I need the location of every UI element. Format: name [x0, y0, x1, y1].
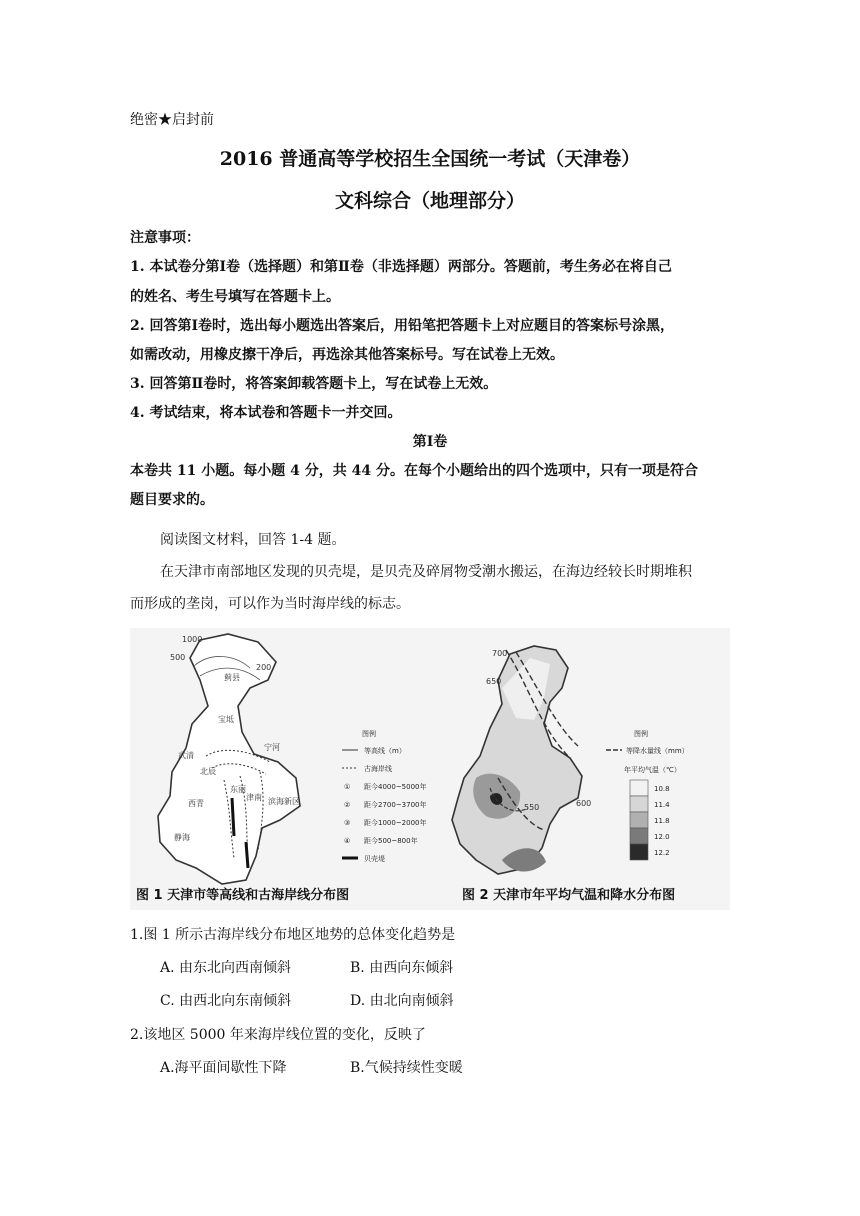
fig1-legend-title: 图例	[362, 730, 376, 738]
fig1-legend-mark-1: ①	[344, 783, 351, 791]
question-2-stem: 2.该地区 5000 年来海岸线位置的变化，反映了	[130, 1027, 426, 1043]
question-2-option-b[interactable]: B.气候持续性变暖	[350, 1060, 463, 1076]
question-2-option-a[interactable]: A.海平面间歇性下降	[160, 1060, 287, 1076]
fig1-legend-age-2: 距今2700~3700年	[364, 801, 427, 809]
place-baodi: 宝坻	[218, 715, 234, 724]
place-binhai: 滨海新区	[268, 797, 300, 806]
reading-paragraph-a: 在天津市南部地区发现的贝壳堤，是贝壳及碎屑物受潮水搬运，在海边经较长时期堆积	[160, 564, 692, 580]
place-jinghai: 静海	[174, 833, 190, 842]
question-1-stem: 1.图 1 所示古海岸线分布地区地势的总体变化趋势是	[130, 927, 456, 943]
contour-label-1000: 1000	[182, 635, 203, 644]
fig2-legend-isohyet: 等降水量线（mm）	[626, 747, 689, 755]
temp-legend-swatch	[630, 812, 648, 828]
section-title: 第Ⅰ卷	[412, 434, 448, 450]
fig1-legend-contour: 等高线（m）	[364, 747, 406, 755]
place-jinnan: 津南	[246, 793, 262, 802]
isohyet-600: 600	[576, 799, 592, 808]
fig2-legend-title: 图例	[634, 730, 648, 738]
temp-legend-label: 11.8	[654, 817, 670, 825]
temp-legend-label: 11.4	[654, 801, 670, 809]
temp-legend-label: 12.0	[654, 833, 670, 841]
temp-legend-swatch	[630, 828, 648, 844]
notice-item-2b: 如需改动，用橡皮擦干净后，再选涂其他答案标号。写在试卷上无效。	[130, 347, 564, 363]
figure-maps	[130, 628, 730, 910]
notice-item-1b: 的姓名、考生号填写在答题卡上。	[130, 289, 340, 305]
place-xiqing: 西青	[188, 799, 204, 808]
fig1-legend-age-4: 距今500~800年	[364, 837, 418, 845]
fig1-legend-mark-3: ③	[344, 819, 351, 827]
question-1-option-d[interactable]: D. 由北向南倾斜	[350, 993, 454, 1009]
figure2-caption: 图 2 天津市年平均气温和降水分布图	[462, 888, 676, 903]
fig1-legend-coastline: 古海岸线	[364, 765, 392, 773]
fig2-legend-temp-title: 年平均气温（℃）	[624, 766, 681, 774]
isohyet-700: 700	[492, 649, 508, 658]
place-dongli: 东丽	[230, 785, 246, 794]
notice-item-1a: 1. 本试卷分第Ⅰ卷（选择题）和第Ⅱ卷（非选择题）两部分。答题前，考生务必在将自己	[130, 259, 672, 275]
reading-intro: 阅读图文材料，回答 1-4 题。	[160, 532, 346, 548]
exam-title: 2016 普通高等学校招生全国统一考试（天津卷）	[219, 148, 641, 170]
exam-subtitle: 文科综合（地理部分）	[334, 190, 525, 212]
fig1-legend-mark-2: ②	[344, 801, 351, 809]
temp-legend-swatch	[630, 796, 648, 812]
notice-heading: 注意事项：	[130, 230, 200, 246]
secret-label: 绝密★启封前	[130, 112, 214, 128]
temp-legend-swatch	[630, 844, 648, 860]
notice-item-4: 4. 考试结束，将本试卷和答题卡一并交回。	[130, 405, 402, 421]
question-1-option-b[interactable]: B. 由西向东倾斜	[350, 960, 454, 976]
fig1-legend-age-3: 距今1000~2000年	[364, 819, 427, 827]
fig1-legend-age-1: 距今4000~5000年	[364, 783, 427, 791]
place-ninghe: 宁河	[264, 743, 280, 752]
fig1-legend-shellridge: 贝壳堤	[364, 855, 385, 863]
reading-paragraph-b: 而形成的垄岗，可以作为当时海岸线的标志。	[130, 596, 410, 612]
question-1-option-c[interactable]: C. 由西北向东南倾斜	[160, 993, 292, 1009]
question-1-option-a[interactable]: A. 由东北向西南倾斜	[160, 960, 292, 976]
temp-legend-label: 10.8	[654, 785, 670, 793]
isohyet-650: 650	[486, 677, 502, 686]
notice-item-2a: 2. 回答第Ⅰ卷时，选出每小题选出答案后，用铅笔把答题卡上对应题目的答案标号涂黑，	[130, 318, 675, 334]
section-desc-a: 本卷共 11 小题。每小题 4 分，共 44 分。在每个小题给出的四个选项中，只有一项是符合	[130, 463, 698, 479]
place-wuqing: 武清	[178, 751, 194, 760]
figure1-caption: 图 1 天津市等高线和古海岸线分布图	[136, 888, 350, 903]
fig1-legend-mark-4: ④	[344, 837, 351, 845]
contour-label-500: 500	[170, 653, 186, 662]
section-desc-b: 题目要求的。	[130, 492, 214, 508]
place-beichen: 北辰	[200, 767, 216, 776]
place-jixian: 蓟县	[224, 673, 240, 682]
temp-legend-label: 12.2	[654, 849, 670, 857]
maps-svg	[130, 628, 730, 910]
contour-label-200: 200	[256, 663, 272, 672]
temp-legend-swatch	[630, 780, 648, 796]
isohyet-550: 550	[524, 803, 540, 812]
notice-item-3: 3. 回答第Ⅱ卷时，将答案卸载答题卡上，写在试卷上无效。	[130, 376, 498, 392]
